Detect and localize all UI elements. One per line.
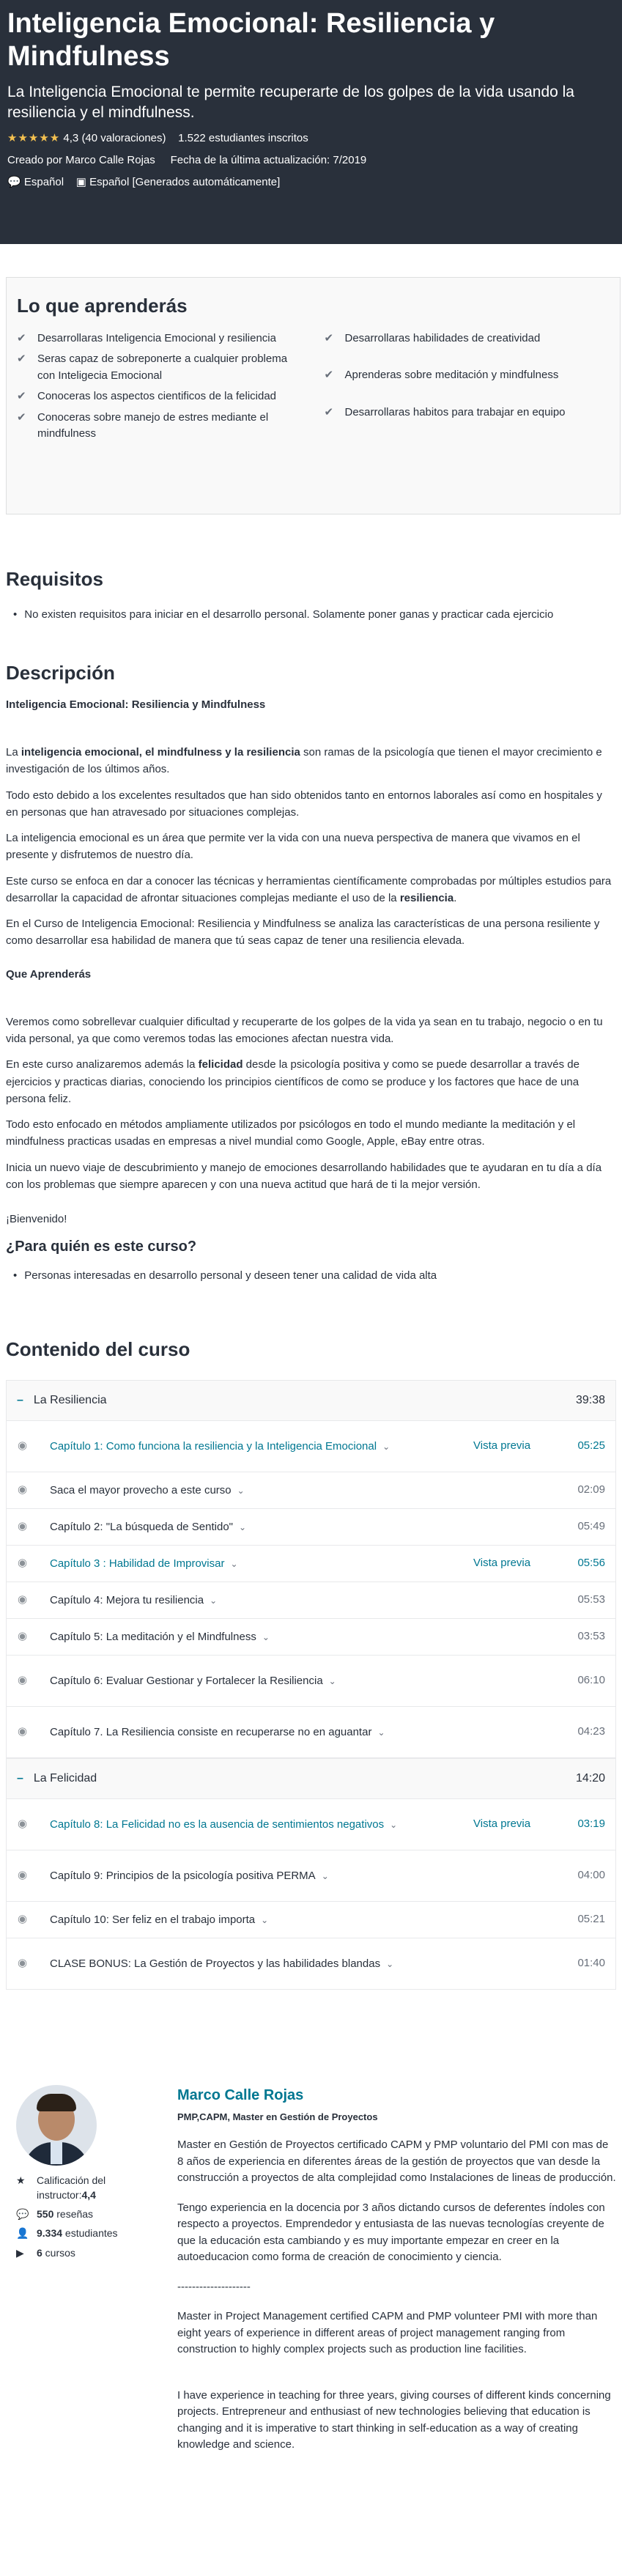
lecture-title: Capítulo 7. La Resiliencia consiste en recuperarse no en aguantar [50, 1725, 372, 1738]
description-paragraph: En el Curso de Inteligencia Emocional: Resiliencia y Mindfulness se analiza las características de una persona resiliente y como desarrollar esa habilidad de manera que tú seas capaz de tener una resiliencia elevada. [6, 918, 600, 948]
star-rating-icon: ★★★★★ [7, 132, 61, 145]
lecture-title: Capítulo 4: Mejora tu resiliencia [50, 1593, 204, 1606]
lecture-duration: 05:21 [577, 1913, 605, 1926]
chevron-down-icon[interactable]: ⌄ [210, 1595, 218, 1606]
play-circle-icon: ◉ [18, 1869, 28, 1882]
learn-item: ✔ Conoceras sobre manejo de estres mediante el mindfulness [17, 410, 303, 443]
description-heading: Que Aprenderás [6, 967, 92, 981]
rating-text[interactable]: 4,3 (40 valoraciones) [63, 132, 166, 145]
check-icon: ✔ [17, 390, 26, 403]
created-by[interactable]: Creado por Marco Calle Rojas [7, 154, 155, 167]
curriculum-section-header[interactable] [6, 1758, 616, 1799]
lecture-row[interactable] [6, 1656, 616, 1707]
play-circle-icon: ◉ [18, 1674, 28, 1687]
instructor-name[interactable]: Marco Calle Rojas [177, 2086, 304, 2103]
check-icon: ✔ [17, 353, 26, 366]
play-circle-icon: ◉ [18, 1957, 28, 1970]
closed-captions-icon: ▣ [75, 175, 86, 188]
description-paragraph: Este curso se enfoca en dar a conocer las técnicas y herramientas científicamente comprobadas por múltiples estudios para desarrollar la capacidad de afrontar situaciones complejas mediante el uso de la resiliencia. [6, 874, 612, 904]
chevron-down-icon[interactable]: ⌄ [230, 1558, 238, 1569]
lecture-row[interactable] [6, 1509, 616, 1546]
description-section [0, 623, 622, 1285]
course-title: Inteligencia Emocional: Resiliencia y Mindfulness [7, 8, 495, 72]
language-row [7, 174, 615, 191]
section-title: La Felicidad [33, 1771, 97, 1785]
requirements-title: Requisitos [6, 568, 103, 590]
chevron-down-icon[interactable]: ⌄ [261, 1914, 269, 1925]
lecture-duration: 04:23 [577, 1725, 605, 1738]
description-paragraph: Veremos como sobrellevar cualquier dificultad y recuperarte de los golpes de la vida ya sean en tu trabajo, negocio o en tu vida personal, ya que como veremos todas las emociones afectan nuestra vida. [6, 1015, 603, 1046]
chevron-down-icon[interactable]: ⌄ [382, 1441, 390, 1452]
lecture-row[interactable] [6, 1938, 616, 1990]
play-circle-icon: ◉ [18, 1483, 28, 1496]
play-circle-icon: ◉ [18, 1557, 28, 1570]
lecture-duration: 05:49 [577, 1520, 605, 1533]
lecture-duration: 01:40 [577, 1957, 605, 1970]
preview-link[interactable]: Vista previa [473, 1557, 531, 1570]
requirements-section [0, 514, 622, 623]
lecture-duration: 03:53 [577, 1630, 605, 1643]
lecture-row[interactable] [6, 1619, 616, 1656]
instructor-bio-paragraph: I have experience in teaching for three years, giving courses of different kinds concerning projects. Entrepreneur and enthusiast of new technologies believing that education is changing and it is imperative to start thinking in self-education as a way of creating knowledge and science. [177, 2388, 611, 2451]
description-title: Descripción [6, 662, 115, 684]
chevron-down-icon[interactable]: ⌄ [262, 1631, 270, 1642]
play-circle-icon: ◉ [18, 1817, 28, 1831]
check-icon: ✔ [324, 369, 334, 382]
lecture-title: CLASE BONUS: La Gestión de Proyectos y las habilidades blandas [50, 1957, 381, 1970]
instructor-bio-paragraph: Tengo experiencia en la docencia por 3 años dictando cursos de deferentes índoles con respecto a proyectos. Emprendedor y entusiasta de las nuevas tecnologías creyente de que la educación esta cambiando y es muy importante empezar en creer en la autoeducacion como forma de creación de conocimiento y ciencia. [177, 2201, 605, 2264]
what-you-will-learn [6, 277, 621, 514]
instructor-rating: ★ Calificación del instructor:4,4 [16, 2174, 106, 2201]
lecture-title: Capítulo 9: Principios de la psicología positiva PERMA [50, 1869, 316, 1882]
lecture-row[interactable] [6, 1902, 616, 1938]
instructor-bio-paragraph: Master in Project Management certified CAPM and PMP volunteer PMI with more than eight years of experience in different areas of project management ranging from construction to highly complex projects such as production line facilities. [177, 2310, 598, 2356]
lecture-duration: 05:25 [577, 1439, 605, 1453]
lecture-duration: 02:09 [577, 1483, 605, 1496]
learn-item: ✔ Desarrollaras Inteligencia Emocional y resiliencia [17, 331, 303, 347]
lecture-duration: 04:00 [577, 1869, 605, 1882]
star-icon: ★ [16, 2174, 26, 2186]
play-circle-icon: ◉ [18, 1913, 28, 1926]
play-circle-icon: ◉ [18, 1439, 28, 1453]
learn-item: ✔ Seras capaz de sobreponerte a cualquier problema con Inteligecia Emocional [17, 351, 303, 384]
students-count: 1.522 estudiantes inscritos [178, 132, 308, 145]
description-paragraph: ¡Bienvenido! [6, 1213, 67, 1226]
audience-title: ¿Para quién es este curso? [6, 1239, 197, 1255]
course-content-title: Contenido del curso [6, 1337, 190, 1360]
course-header [0, 0, 622, 244]
curriculum-section-header[interactable] [6, 1380, 616, 1421]
speech-bubble-icon: 💬 [7, 175, 21, 188]
lecture-row[interactable] [6, 1546, 616, 1582]
chevron-down-icon[interactable]: ⌄ [328, 1675, 336, 1686]
chevron-down-icon[interactable]: ⌄ [321, 1870, 329, 1881]
preview-link[interactable]: Vista previa [473, 1817, 531, 1831]
collapse-icon: – [17, 1771, 23, 1785]
collapse-icon: – [17, 1393, 23, 1406]
description-paragraph: Todo esto enfocado en métodos ampliamente utilizados por psicólogos en todo el mundo mediante la meditación y el mindfulness practicas usadas en empresas a nivel mundial como Google, Apple, eBay entre otras. [6, 1118, 576, 1148]
instructor-students: 👤 9.334 estudiantes [16, 2226, 155, 2240]
comment-icon: 💬 [16, 2208, 29, 2221]
play-circle-icon: ◉ [18, 1725, 28, 1738]
lecture-title: Capítulo 8: La Felicidad no es la ausencia de sentimientos negativos [50, 1817, 385, 1831]
audience-section [6, 1236, 616, 1285]
learn-title: Lo que aprenderás [17, 295, 188, 317]
instructor-avatar[interactable] [16, 2085, 97, 2166]
chevron-down-icon[interactable]: ⌄ [237, 1485, 245, 1496]
lecture-row[interactable] [6, 1582, 616, 1619]
lecture-duration: 05:56 [577, 1557, 605, 1570]
description-paragraph: En este curso analizaremos además la felicidad desde la psicología positiva y como se puede desarrollar a través de ejercicios y practicas diarias, conociendo los principios científicos de como se produce y los factores que hace de una persona feliz. [6, 1058, 580, 1105]
check-icon: ✔ [324, 405, 334, 418]
audience-item: • Personas interesadas en desarrollo personal y deseen tener una calidad de vida alta [13, 1269, 437, 1283]
lecture-title: Capítulo 2: "La búsqueda de Sentido" [50, 1520, 234, 1533]
learn-item: ✔ Conoceras los aspectos cientificos de la felicidad [17, 388, 303, 405]
learn-item: ✔ Desarrollaras habitos para trabajar en equipo [325, 405, 610, 421]
lecture-row[interactable] [6, 1472, 616, 1509]
instructor-job-title: PMP,CAPM, Master en Gestión de Proyectos [177, 2111, 378, 2122]
lecture-title: Capítulo 6: Evaluar Gestionar y Fortalecer la Resiliencia [50, 1674, 323, 1687]
description-paragraph: La inteligencia emocional es un área que permite ver la vida con una nueva perspectiva de manera que vivamos en el presente y disfrutemos de nuestro día. [6, 832, 580, 862]
lecture-duration: 06:10 [577, 1674, 605, 1687]
last-updated: Fecha de la última actualización: 7/2019 [170, 154, 367, 167]
instructor-bio-paragraph: Master en Gestión de Proyectos certificado CAPM y PMP voluntario del PMI con mas de 8 años de experiencia en diferentes áreas de la gestión de proyectos que van desde la construcción a proyectos de alta complejidad como Instalaciones de lineas de producción. [177, 2138, 616, 2185]
language: Español [23, 175, 64, 188]
learn-item: ✔ Aprenderas sobre meditación y mindfulness [325, 367, 610, 384]
chevron-down-icon[interactable]: ⌄ [377, 1727, 385, 1738]
instructor-courses: ▶ 6 cursos [16, 2245, 155, 2260]
lecture-title: Capítulo 5: La meditación y el Mindfulness [50, 1630, 256, 1643]
lecture-duration: 03:19 [577, 1817, 605, 1831]
description-paragraph: Inicia un nuevo viaje de descubrimiento y manejo de emociones desarrollando habilidades que te ayudaran en tu día a día con los problemas que siempre aparecen y con una nueva actitud que hará de ti la mejor versión. [6, 1161, 602, 1191]
learn-item: ✔ Desarrollaras habilidades de creatividad [325, 331, 610, 347]
check-icon: ✔ [17, 331, 26, 344]
author-row [7, 152, 615, 169]
captions: Español [Generados automáticamente] [89, 175, 281, 188]
section-title: La Resiliencia [33, 1393, 107, 1406]
instructor-section [0, 1990, 622, 2576]
instructor-reviews: 💬 550 reseñas [16, 2207, 155, 2221]
course-content-section [0, 1336, 622, 1990]
check-icon: ✔ [324, 331, 334, 344]
lecture-title: Saca el mayor provecho a este curso [50, 1483, 232, 1496]
play-circle-icon: ▶ [16, 2246, 24, 2259]
lecture-row[interactable] [6, 1707, 616, 1758]
preview-link[interactable]: Vista previa [473, 1439, 531, 1453]
instructor-bio-divider: -------------------- [177, 2280, 251, 2293]
requirement-item: • No existen requisitos para iniciar en el desarrollo personal. Solamente poner ganas y practicar cada ejercicio [13, 608, 554, 621]
lecture-title: Capítulo 1: Como funciona la resiliencia y la Inteligencia Emocional [50, 1439, 377, 1453]
lecture-title: Capítulo 3 : Habilidad de Improvisar [50, 1557, 225, 1570]
lecture-row[interactable] [6, 1421, 616, 1472]
section-duration: 39:38 [575, 1393, 605, 1406]
user-icon: 👤 [16, 2227, 29, 2240]
chevron-down-icon[interactable]: ⌄ [390, 1819, 398, 1830]
course-subtitle: La Inteligencia Emocional te permite recuperarte de los golpes de la vida usando la resiliencia y el mindfulness. [7, 83, 574, 121]
lecture-duration: 05:53 [577, 1593, 605, 1606]
curriculum [6, 1380, 616, 1990]
rating-row [7, 130, 615, 147]
description-paragraph: La inteligencia emocional, el mindfulness y la resiliencia son ramas de la psicología que tienen el mayor crecimiento e investigación de los últimos años. [6, 746, 602, 776]
section-duration: 14:20 [575, 1771, 605, 1785]
play-circle-icon: ◉ [18, 1593, 28, 1606]
description-paragraph: Todo esto debido a los excelentes resultados que han sido obtenidos tanto en entornos laborales así como en hospitales y en personas que han atravesado por situaciones complejas. [6, 789, 602, 819]
play-circle-icon: ◉ [18, 1630, 28, 1643]
lecture-title: Capítulo 10: Ser feliz en el trabajo importa [50, 1913, 256, 1926]
chevron-down-icon[interactable]: ⌄ [239, 1521, 247, 1532]
play-circle-icon: ◉ [18, 1520, 28, 1533]
lecture-row[interactable] [6, 1799, 616, 1850]
check-icon: ✔ [17, 410, 26, 424]
chevron-down-icon[interactable]: ⌄ [386, 1958, 394, 1969]
lecture-row[interactable] [6, 1850, 616, 1902]
description-subtitle: Inteligencia Emocional: Resiliencia y Mindfulness [6, 698, 266, 711]
